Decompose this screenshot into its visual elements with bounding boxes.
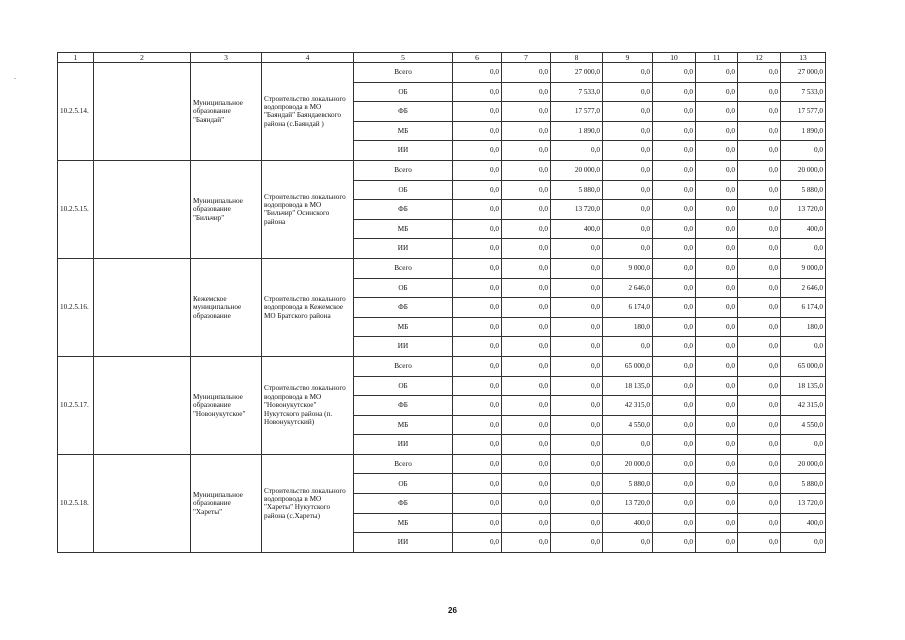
header-cell: 11 [696,53,738,63]
amount-cell: 0,0 [696,200,738,220]
amount-cell: 0,0 [696,298,738,318]
amount-cell: 0,0 [603,82,653,102]
amount-cell: 0,0 [551,298,603,318]
project-description: Строительство локального водопровода в МО "Бильчир" Осинского района [262,160,354,258]
amount-cell: 0,0 [653,415,696,435]
funding-source: МБ [354,317,453,337]
amount-cell: 0,0 [696,258,738,278]
amount-cell: 0,0 [696,454,738,474]
amount-cell: 0,0 [738,239,781,259]
amount-cell: 0,0 [738,513,781,533]
amount-cell: 0,0 [696,356,738,376]
funding-source: Всего [354,258,453,278]
amount-cell: 0,0 [603,63,653,83]
amount-cell: 0,0 [696,317,738,337]
amount-cell: 0,0 [696,219,738,239]
amount-cell: 0,0 [502,376,551,396]
amount-cell: 0,0 [603,102,653,122]
amount-cell: 0,0 [603,239,653,259]
funding-source: Всего [354,63,453,83]
amount-cell: 0,0 [502,298,551,318]
organization-name: Кежемское муниципальное образование [191,258,262,356]
amount-cell: 9 000,0 [603,258,653,278]
amount-cell: 0,0 [653,317,696,337]
amount-cell: 0,0 [696,474,738,494]
funding-source: ОБ [354,82,453,102]
header-cell: 5 [354,53,453,63]
amount-cell: 0,0 [738,200,781,220]
amount-cell: 0,0 [502,278,551,298]
amount-cell: 13 720,0 [781,200,826,220]
amount-cell: 5 880,0 [603,474,653,494]
amount-cell: 42 315,0 [603,396,653,416]
amount-cell: 0,0 [738,298,781,318]
amount-cell: 0,0 [653,454,696,474]
amount-cell: 0,0 [453,435,502,455]
amount-cell: 4 550,0 [781,415,826,435]
amount-cell: 27 000,0 [781,63,826,83]
amount-cell: 0,0 [738,396,781,416]
amount-cell: 0,0 [551,474,603,494]
organization-name: Муниципальное образование "Баяндай" [191,63,262,161]
amount-cell: 0,0 [653,63,696,83]
amount-cell: 1 890,0 [551,121,603,141]
amount-cell: 0,0 [603,121,653,141]
amount-cell: 0,0 [502,396,551,416]
amount-cell: 0,0 [453,160,502,180]
funding-source: ИИ [354,239,453,259]
amount-cell: 0,0 [653,298,696,318]
table-row [58,63,826,83]
funding-source: ФБ [354,396,453,416]
table-body [58,53,826,553]
amount-cell: 0,0 [653,356,696,376]
header-cell: 10 [653,53,696,63]
project-description: Строительство локального водопровода в МО "Новонукутское" Нукутского района (п. Новонукутский) [262,356,354,454]
amount-cell: 4 550,0 [603,415,653,435]
amount-cell: 0,0 [502,258,551,278]
amount-cell: 0,0 [551,356,603,376]
amount-cell: 0,0 [696,121,738,141]
item-code: 10.2.5.18. [58,454,94,552]
amount-cell: 0,0 [603,337,653,357]
amount-cell: 0,0 [738,337,781,357]
amount-cell: 0,0 [502,63,551,83]
amount-cell: 0,0 [738,82,781,102]
amount-cell: 0,0 [502,474,551,494]
amount-cell: 0,0 [696,337,738,357]
amount-cell: 0,0 [696,533,738,553]
amount-cell: 0,0 [453,454,502,474]
amount-cell: 0,0 [551,258,603,278]
amount-cell: 0,0 [653,376,696,396]
header-cell: 3 [191,53,262,63]
amount-cell: 0,0 [453,356,502,376]
amount-cell: 0,0 [653,160,696,180]
amount-cell: 0,0 [453,513,502,533]
project-description: Строительство локального водопровода в МО "Баяндай" Баяндаевского района (с.Баяндай ) [262,63,354,161]
amount-cell: 0,0 [738,121,781,141]
amount-cell: 0,0 [738,219,781,239]
amount-cell: 17 577,0 [551,102,603,122]
amount-cell: 0,0 [738,474,781,494]
amount-cell: 5 880,0 [781,180,826,200]
empty-cell [94,454,191,552]
amount-cell: 0,0 [502,533,551,553]
amount-cell: 0,0 [502,239,551,259]
empty-cell [94,160,191,258]
amount-cell: 0,0 [603,200,653,220]
amount-cell: 0,0 [781,239,826,259]
amount-cell: 0,0 [696,180,738,200]
funding-source: Всего [354,454,453,474]
amount-cell: 0,0 [738,278,781,298]
funding-source: ФБ [354,494,453,514]
amount-cell: 0,0 [696,396,738,416]
amount-cell: 0,0 [453,474,502,494]
amount-cell: 20 000,0 [551,160,603,180]
amount-cell: 0,0 [551,494,603,514]
amount-cell: 0,0 [453,63,502,83]
amount-cell: 0,0 [653,396,696,416]
amount-cell: 0,0 [453,396,502,416]
funding-source: ИИ [354,337,453,357]
project-description: Строительство локального водопровода в Кежемское МО Братского района [262,258,354,356]
amount-cell: 400,0 [551,219,603,239]
page-number: 26 [448,606,457,615]
amount-cell: 6 174,0 [603,298,653,318]
amount-cell: 0,0 [738,454,781,474]
amount-cell: 0,0 [696,376,738,396]
amount-cell: 0,0 [551,415,603,435]
amount-cell: 7 533,0 [551,82,603,102]
amount-cell: 27 000,0 [551,63,603,83]
amount-cell: 0,0 [653,121,696,141]
amount-cell: 0,0 [502,494,551,514]
header-cell: 2 [94,53,191,63]
funding-source: ИИ [354,141,453,161]
amount-cell: 0,0 [551,396,603,416]
amount-cell: 180,0 [603,317,653,337]
funding-source: ИИ [354,435,453,455]
amount-cell: 0,0 [696,513,738,533]
amount-cell: 0,0 [502,454,551,474]
amount-cell: 0,0 [696,239,738,259]
amount-cell: 6 174,0 [781,298,826,318]
amount-cell: 0,0 [738,533,781,553]
header-cell: 7 [502,53,551,63]
amount-cell: 0,0 [738,317,781,337]
amount-cell: 0,0 [781,533,826,553]
amount-cell: 2 646,0 [603,278,653,298]
table-row [58,454,826,474]
amount-cell: 0,0 [738,356,781,376]
organization-name: Муниципальное образование "Бильчир" [191,160,262,258]
amount-cell: 9 000,0 [781,258,826,278]
amount-cell: 0,0 [696,63,738,83]
funding-source: МБ [354,513,453,533]
amount-cell: 5 880,0 [781,474,826,494]
amount-cell: 0,0 [453,141,502,161]
amount-cell: 0,0 [696,102,738,122]
amount-cell: 0,0 [603,533,653,553]
organization-name: Муниципальное образование "Новонукутское" [191,356,262,454]
amount-cell: 13 720,0 [551,200,603,220]
amount-cell: 0,0 [653,200,696,220]
amount-cell: 20 000,0 [603,454,653,474]
amount-cell: 20 000,0 [781,454,826,474]
amount-cell: 0,0 [653,474,696,494]
item-code: 10.2.5.16. [58,258,94,356]
amount-cell: 42 315,0 [781,396,826,416]
amount-cell: 0,0 [696,435,738,455]
amount-cell: 0,0 [696,82,738,102]
amount-cell: 0,0 [502,102,551,122]
amount-cell: 0,0 [696,141,738,161]
organization-name: Муниципальное образование "Хареты" [191,454,262,552]
amount-cell: 0,0 [696,278,738,298]
amount-cell: 0,0 [653,494,696,514]
funding-source: МБ [354,415,453,435]
amount-cell: 0,0 [453,337,502,357]
amount-cell: 0,0 [453,239,502,259]
amount-cell: 0,0 [453,82,502,102]
amount-cell: 0,0 [453,180,502,200]
amount-cell: 0,0 [551,376,603,396]
funding-source: МБ [354,121,453,141]
amount-cell: 0,0 [453,317,502,337]
amount-cell: 0,0 [653,258,696,278]
amount-cell: 0,0 [781,435,826,455]
amount-cell: 0,0 [551,278,603,298]
amount-cell: 0,0 [603,141,653,161]
amount-cell: 0,0 [653,180,696,200]
empty-cell [94,63,191,161]
funding-source: ИИ [354,533,453,553]
header-row [58,53,826,63]
budget-table [57,52,826,553]
header-cell: 1 [58,53,94,63]
amount-cell: 0,0 [551,435,603,455]
amount-cell: 0,0 [502,356,551,376]
amount-cell: 0,0 [453,376,502,396]
header-cell: 8 [551,53,603,63]
amount-cell: 0,0 [551,533,603,553]
amount-cell: 0,0 [502,337,551,357]
amount-cell: 0,0 [696,494,738,514]
amount-cell: 0,0 [738,435,781,455]
amount-cell: 0,0 [453,278,502,298]
amount-cell: 0,0 [453,298,502,318]
header-cell: 6 [453,53,502,63]
amount-cell: 0,0 [781,141,826,161]
funding-source: Всего [354,160,453,180]
amount-cell: 0,0 [653,435,696,455]
amount-cell: 0,0 [653,219,696,239]
amount-cell: 0,0 [738,63,781,83]
funding-source: ОБ [354,180,453,200]
amount-cell: 0,0 [738,376,781,396]
amount-cell: 0,0 [603,219,653,239]
amount-cell: 0,0 [551,141,603,161]
funding-source: ФБ [354,102,453,122]
amount-cell: 7 533,0 [781,82,826,102]
amount-cell: 0,0 [738,160,781,180]
amount-cell: 18 135,0 [603,376,653,396]
amount-cell: 0,0 [502,200,551,220]
amount-cell: 0,0 [738,258,781,278]
amount-cell: 0,0 [551,513,603,533]
amount-cell: 0,0 [453,494,502,514]
project-description: Строительство локального водопровода в МО "Хареты" Нукутского района (с.Хареты) [262,454,354,552]
amount-cell: 20 000,0 [781,160,826,180]
amount-cell: 0,0 [781,337,826,357]
amount-cell: 0,0 [453,258,502,278]
amount-cell: 0,0 [551,454,603,474]
amount-cell: 0,0 [738,102,781,122]
amount-cell: 0,0 [551,317,603,337]
table-row [58,356,826,376]
amount-cell: 0,0 [603,435,653,455]
amount-cell: 0,0 [453,200,502,220]
amount-cell: 0,0 [653,82,696,102]
amount-cell: 0,0 [502,82,551,102]
amount-cell: 0,0 [696,415,738,435]
amount-cell: 13 720,0 [781,494,826,514]
amount-cell: 0,0 [502,513,551,533]
scan-speck [14,78,16,79]
amount-cell: 0,0 [453,121,502,141]
amount-cell: 0,0 [653,102,696,122]
amount-cell: 0,0 [653,533,696,553]
header-cell: 4 [262,53,354,63]
empty-cell [94,356,191,454]
empty-cell [94,258,191,356]
amount-cell: 0,0 [653,278,696,298]
amount-cell: 0,0 [551,337,603,357]
amount-cell: 65 000,0 [603,356,653,376]
amount-cell: 0,0 [502,415,551,435]
amount-cell: 65 000,0 [781,356,826,376]
amount-cell: 0,0 [738,415,781,435]
funding-source: ОБ [354,474,453,494]
amount-cell: 0,0 [603,180,653,200]
funding-source: ОБ [354,376,453,396]
amount-cell: 0,0 [453,533,502,553]
amount-cell: 18 135,0 [781,376,826,396]
amount-cell: 180,0 [781,317,826,337]
funding-source: Всего [354,356,453,376]
amount-cell: 0,0 [738,141,781,161]
amount-cell: 0,0 [653,239,696,259]
amount-cell: 0,0 [551,239,603,259]
amount-cell: 0,0 [738,180,781,200]
funding-source: ОБ [354,278,453,298]
item-code: 10.2.5.14. [58,63,94,161]
amount-cell: 0,0 [653,141,696,161]
amount-cell: 400,0 [781,219,826,239]
amount-cell: 0,0 [453,102,502,122]
amount-cell: 0,0 [502,160,551,180]
table-row [58,258,826,278]
amount-cell: 400,0 [603,513,653,533]
header-cell: 9 [603,53,653,63]
amount-cell: 2 646,0 [781,278,826,298]
amount-cell: 0,0 [502,317,551,337]
amount-cell: 13 720,0 [603,494,653,514]
header-cell: 12 [738,53,781,63]
amount-cell: 0,0 [502,219,551,239]
item-code: 10.2.5.15. [58,160,94,258]
amount-cell: 0,0 [502,141,551,161]
item-code: 10.2.5.17. [58,356,94,454]
amount-cell: 5 880,0 [551,180,603,200]
amount-cell: 0,0 [502,180,551,200]
amount-cell: 1 890,0 [781,121,826,141]
table-row [58,160,826,180]
amount-cell: 0,0 [502,435,551,455]
amount-cell: 0,0 [453,415,502,435]
amount-cell: 0,0 [453,219,502,239]
amount-cell: 17 577,0 [781,102,826,122]
amount-cell: 0,0 [653,337,696,357]
header-cell: 13 [781,53,826,63]
funding-source: ФБ [354,200,453,220]
amount-cell: 0,0 [696,160,738,180]
amount-cell: 0,0 [502,121,551,141]
funding-source: МБ [354,219,453,239]
funding-source: ФБ [354,298,453,318]
amount-cell: 400,0 [781,513,826,533]
amount-cell: 0,0 [653,513,696,533]
amount-cell: 0,0 [738,494,781,514]
amount-cell: 0,0 [603,160,653,180]
